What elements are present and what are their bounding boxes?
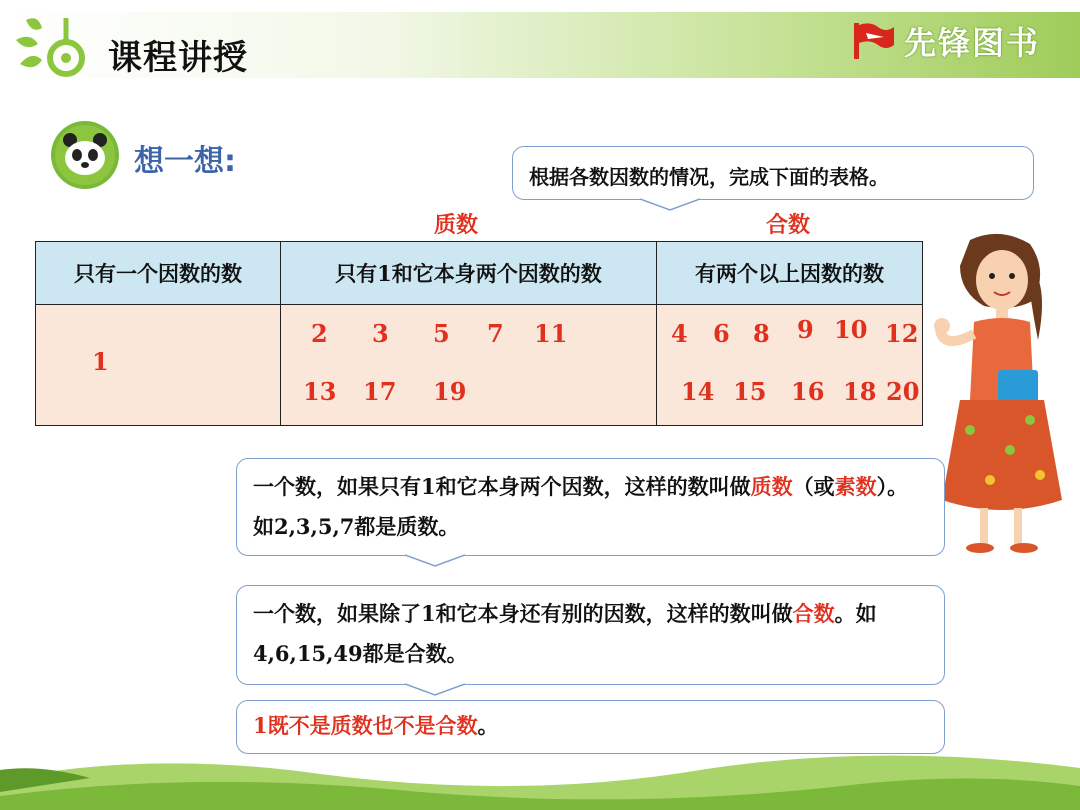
- brand-name: 先锋图书: [903, 24, 1040, 62]
- number-value: 14: [681, 377, 715, 406]
- table-cell-composite: [657, 305, 923, 426]
- instruction-text: 根据各数因数的情况，完成下面的表格。: [529, 165, 889, 189]
- prime-definition-text: [237, 459, 944, 547]
- number-value: 18: [843, 377, 877, 406]
- bubble-tail: [405, 683, 465, 697]
- section-label: 想一想:: [134, 144, 236, 179]
- flag-logo-icon: [850, 21, 896, 61]
- table-header-cell: 只有1和它本身两个因数的数: [281, 242, 657, 305]
- number-value: 2: [311, 319, 328, 348]
- instruction-bubble: [512, 146, 1034, 200]
- teacher-girl-illustration: [930, 230, 1075, 560]
- table-cell-one: [36, 305, 281, 426]
- number-value: 12: [885, 319, 919, 348]
- definition-text: 一个数，如果除了1和它本身还有别的因数，这样的数叫做: [253, 601, 793, 626]
- page-title: 课程讲授: [108, 38, 248, 78]
- definition-text: （或: [792, 474, 835, 499]
- number-value: 8: [753, 319, 770, 348]
- composite-definition-text: [237, 586, 944, 674]
- number-value: 6: [713, 319, 730, 348]
- leaf-logo-icon: [12, 10, 92, 82]
- table-cell-prime: [281, 305, 657, 426]
- table-header-cell: 有两个以上因数的数: [657, 242, 923, 305]
- number-value: 5: [433, 319, 450, 348]
- prime-label: 质数: [434, 212, 479, 238]
- number-value: 3: [372, 319, 389, 348]
- definition-text: 。: [477, 713, 499, 738]
- number-value: 20: [886, 377, 920, 406]
- number-value: 9: [797, 315, 814, 344]
- composite-label: 合数: [766, 212, 811, 238]
- definition-text: 。如4,6,15,49都是合数。: [253, 601, 877, 666]
- prime-definition-bubble: [236, 458, 945, 556]
- definition-term: 质数: [750, 474, 793, 499]
- number-value: 19: [433, 377, 467, 406]
- definition-term: 合数: [792, 601, 835, 626]
- number-value: 11: [534, 319, 568, 348]
- bubble-tail: [640, 198, 700, 212]
- definition-term: 素数: [834, 474, 877, 499]
- number-value: 1: [92, 347, 109, 376]
- number-value: 4: [671, 319, 688, 348]
- composite-definition-bubble: [236, 585, 945, 685]
- factor-table: [35, 241, 923, 426]
- bubble-tail: [405, 554, 465, 568]
- definition-text: ）。如2,3,5,7都是质数。: [253, 474, 909, 539]
- number-value: 16: [791, 377, 825, 406]
- number-value: 13: [303, 377, 337, 406]
- number-value: 10: [834, 315, 868, 344]
- table-row: [36, 305, 923, 426]
- table-header-cell: 只有一个因数的数: [36, 242, 281, 305]
- number-value: 17: [363, 377, 397, 406]
- number-value: 15: [733, 377, 767, 406]
- grass-hills-decoration: [0, 740, 1080, 810]
- table-header-row: [36, 242, 923, 305]
- number-value: 7: [487, 319, 504, 348]
- definition-term: 1既不是质数也不是合数: [253, 713, 478, 738]
- brand: [850, 20, 1040, 62]
- panda-icon: [50, 120, 120, 190]
- definition-text: 一个数，如果只有1和它本身两个因数，这样的数叫做: [253, 474, 751, 499]
